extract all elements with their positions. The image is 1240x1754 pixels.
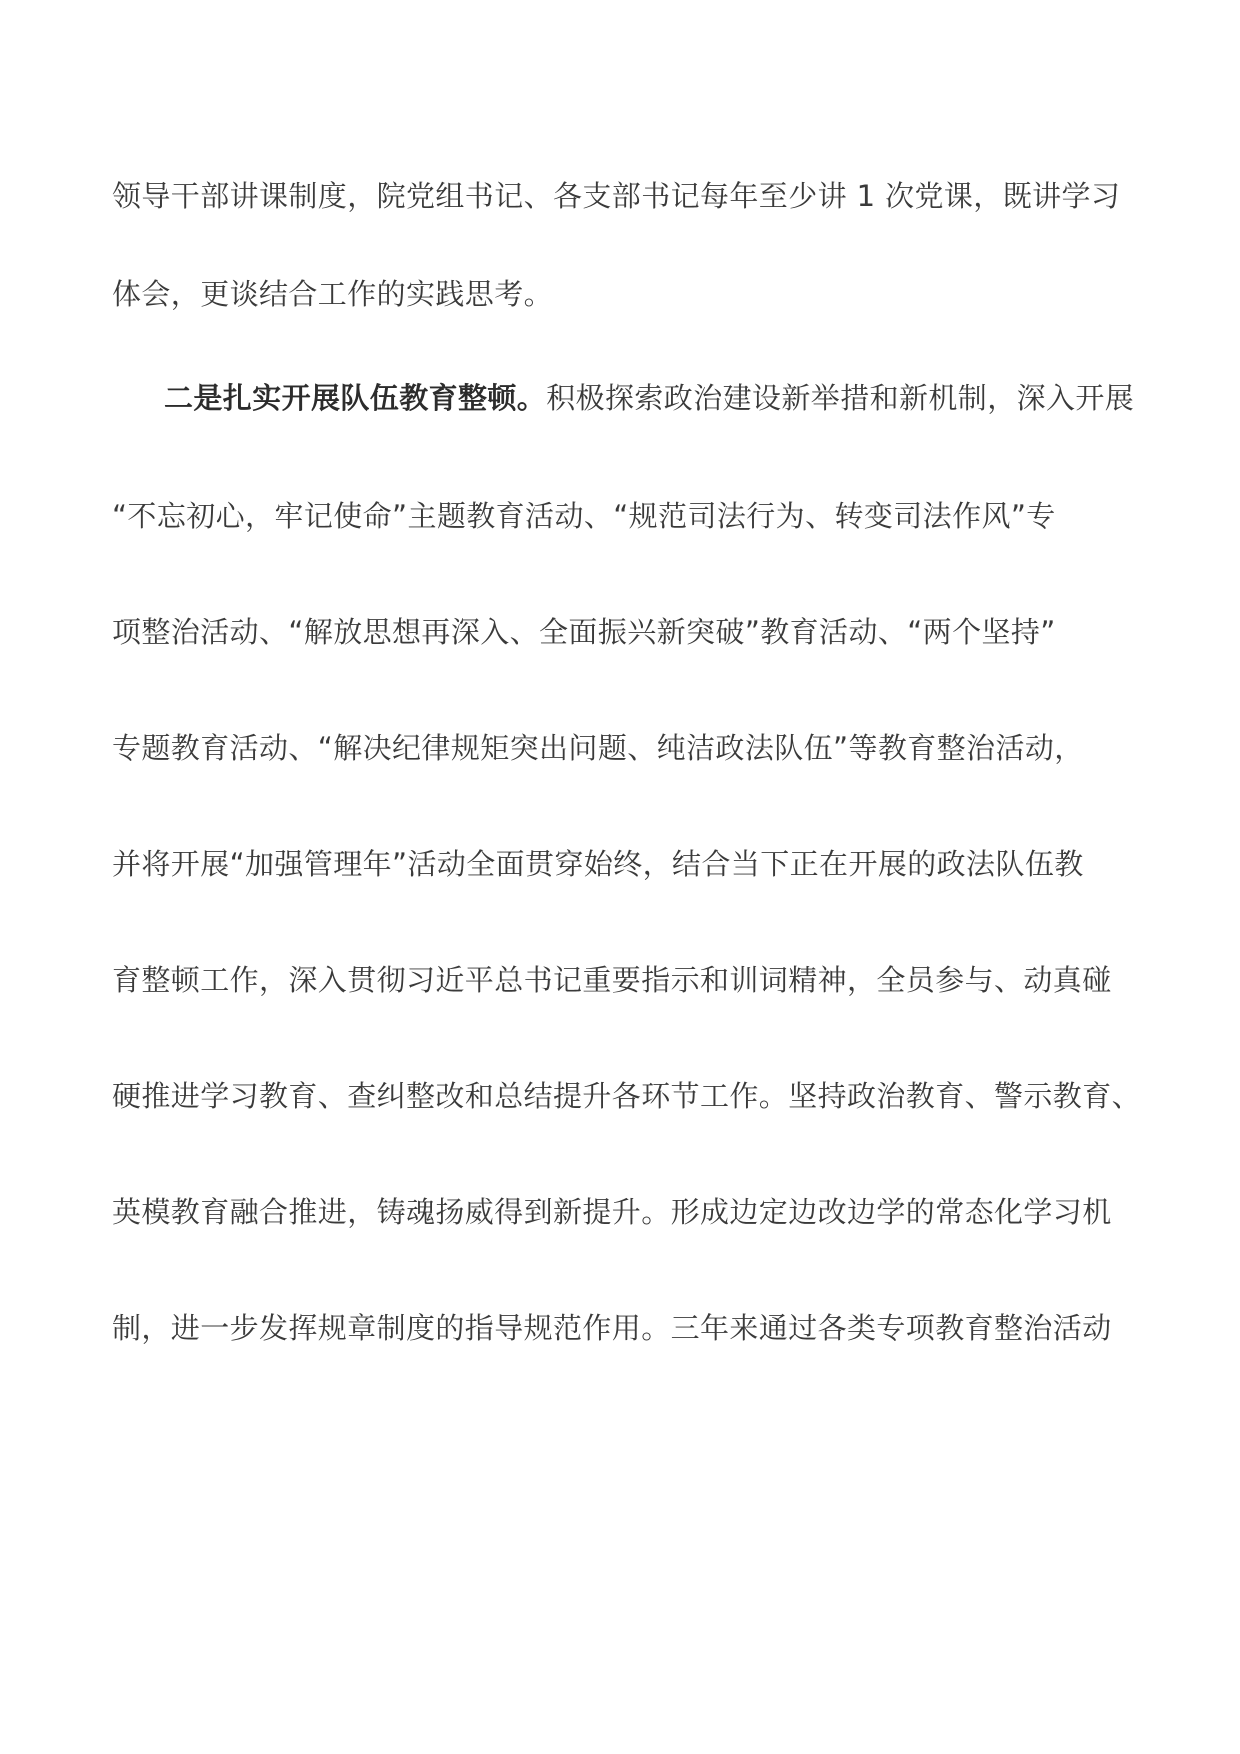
text-line-7: 并将开展“加强管理年”活动全面贯穿始终，结合当下正在开展的政法队伍教: [112, 847, 1084, 881]
paragraph-2-first-line: [164, 368, 1204, 428]
text-line-8: 育整顿工作，深入贯彻习近平总书记重要指示和训词精神，全员参与、动真碰: [112, 963, 1112, 997]
text-line-5: 项整治活动、“解放思想再深入、全面振兴新突破”教育活动、“两个坚持”: [112, 615, 1056, 649]
text-line-9: 硬推进学习教育、查纠整改和总结提升各环节工作。坚持政治教育、警示教育、: [112, 1079, 1142, 1113]
text-line-6: 专题教育活动、“解决纪律规矩突出问题、纯洁政法队伍”等教育整治活动，: [112, 731, 1084, 765]
paragraph-2-first-line-text: 积极探索政治建设新举措和新机制，深入开展: [546, 381, 1135, 415]
text-line-11: 制，进一步发挥规章制度的指导规范作用。三年来通过各类专项教育整治活动: [112, 1311, 1112, 1345]
text-line-2: 体会，更谈结合工作的实践思考。: [112, 277, 554, 311]
paragraph-2-heading: 二是扎实开展队伍教育整顿。: [164, 381, 547, 415]
text-line-4: “不忘初心，牢记使命”主题教育活动、“规范司法行为、转变司法作风”专: [112, 499, 1056, 533]
text-line-1: 领导干部讲课制度，院党组书记、各支部书记每年至少讲 1 次党课，既讲学习: [112, 179, 1121, 213]
text-line-10: 英模教育融合推进，铸魂扬威得到新提升。形成边定边改边学的常态化学习机: [112, 1195, 1112, 1229]
